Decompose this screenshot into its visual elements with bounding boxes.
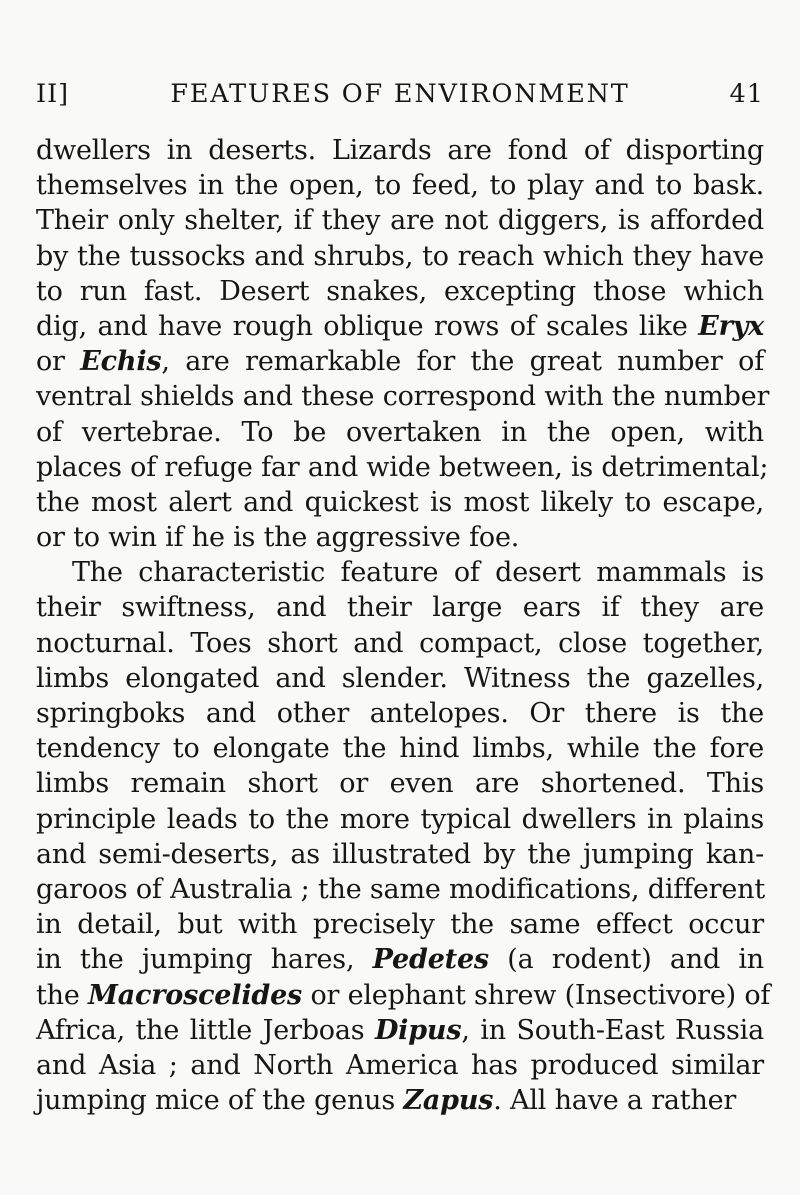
text-line (36, 415, 764, 450)
text-segment: the most alert and quickest is most likely to escape, (36, 486, 764, 518)
text-segment: garoos of Australia ; the same modifications, different (36, 873, 765, 905)
text-line (36, 731, 764, 766)
text-segment: ventral shields and these correspond with the number (36, 381, 770, 413)
text-segment: limbs remain short or even are shortened. This (36, 768, 764, 800)
text-segment: nocturnal. Toes short and compact, close together, (36, 627, 764, 659)
italic-term: Zapus (403, 1085, 494, 1117)
text-line (36, 1048, 764, 1083)
text-segment: limbs elongated and slender. Witness the gazelles, (36, 662, 764, 694)
text-segment: tendency to elongate the hind limbs, while the fore (36, 733, 764, 765)
text-line (36, 520, 764, 555)
text-line (36, 133, 764, 168)
text-segment: and semi-deserts, as illustrated by the jumping kan- (36, 838, 764, 870)
italic-term: Dipus (374, 1014, 462, 1046)
italic-term: Pedetes (372, 944, 489, 976)
text-segment: their swiftness, and their large ears if they are (36, 592, 764, 624)
text-segment: in detail, but with precisely the same effect occur (36, 909, 764, 941)
text-line (36, 450, 769, 485)
text-segment: Africa, the little Jerboas (36, 1014, 375, 1046)
text-line (36, 168, 764, 203)
running-title: FEATURES OF ENVIRONMENT (170, 79, 630, 109)
text-segment: . All have a rather (493, 1085, 737, 1117)
text-segment: principle leads to the more typical dwellers in plains (36, 803, 764, 835)
text-line (36, 907, 764, 942)
text-segment: (a rodent) and in (488, 944, 764, 976)
text-line (36, 555, 764, 590)
text-line (36, 309, 764, 344)
text-segment: dwellers in deserts. Lizards are fond of disporting (36, 135, 764, 166)
running-head (36, 79, 764, 115)
text-line (36, 1013, 764, 1048)
text-line (36, 661, 764, 696)
text-segment: springboks and other antelopes. Or there is the (36, 698, 764, 729)
text-line (36, 942, 764, 977)
text-segment: or to win if he is the aggressive foe. (36, 522, 520, 554)
text-segment: , are remarkable for the great number of (161, 346, 764, 378)
text-segment: of vertebrae. To be overtaken in the open, with (36, 416, 764, 448)
text-segment: Their only shelter, if they are not diggers, is afforded (36, 205, 764, 237)
text-line (36, 837, 764, 872)
text-line (36, 978, 771, 1013)
text-line (36, 626, 764, 661)
text-segment: dig, and have rough oblique rows of scales like (36, 310, 699, 342)
text-line (36, 802, 764, 837)
text-line (36, 203, 764, 238)
text-line (36, 379, 770, 414)
italic-term: Macroscelides (88, 979, 303, 1011)
italic-term: Echis (80, 346, 162, 378)
italic-term: Eryx (698, 310, 764, 342)
text-segment: the (36, 979, 89, 1011)
text-segment: to run fast. Desert snakes, excepting those which (36, 275, 764, 307)
text-segment: themselves in the open, to feed, to play and to bask. (36, 170, 764, 202)
text-line (36, 766, 764, 801)
text-line (36, 696, 764, 731)
text-segment: by the tussocks and shrubs, to reach which they have (36, 240, 764, 272)
body-text (36, 133, 771, 1118)
text-segment: or elephant shrew (Insectivore) of (302, 979, 771, 1011)
text-segment: and Asia ; and North America has produced similar (36, 1049, 764, 1081)
text-line (36, 239, 764, 274)
text-line (36, 590, 764, 625)
text-line (36, 485, 764, 520)
text-segment: places of refuge far and wide between, is detrimental; (36, 451, 769, 483)
text-segment: The characteristic feature of desert mammals is (72, 557, 764, 589)
text-segment: jumping mice of the genus (36, 1085, 404, 1117)
chapter-number: II] (36, 79, 70, 109)
text-line (36, 1083, 764, 1118)
text-line (36, 274, 764, 309)
text-segment: , in South-East Russia (461, 1014, 764, 1046)
page-number: 41 (729, 79, 764, 109)
text-line (36, 344, 764, 379)
text-segment: or (36, 346, 81, 378)
text-segment: in the jumping hares, (36, 944, 373, 976)
text-line (36, 872, 764, 907)
